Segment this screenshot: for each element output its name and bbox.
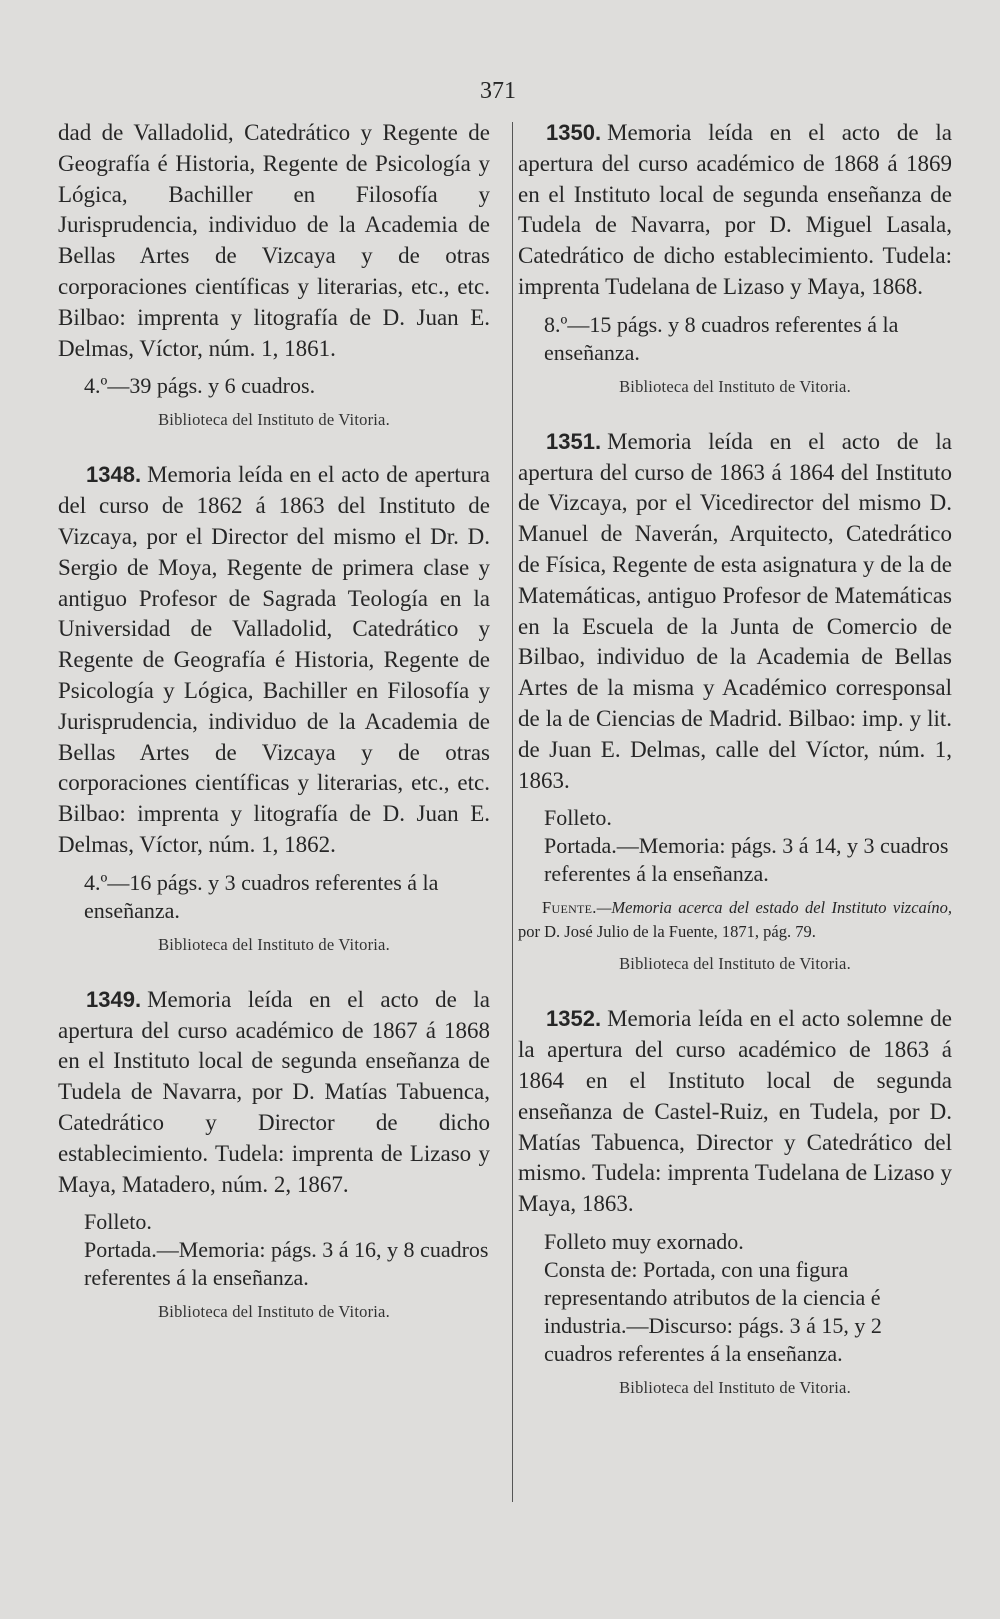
library-note: Biblioteca del Instituto de Vitoria. (158, 934, 390, 954)
entry-text: Memoria leída en el acto de la apertura del curso de 1863 á 1864 del Instituto de Vizcaya, por el Vicedirector del mismo D. Manuel de Naverán, Arquitecto, Catedrático de Física, Regente de esta asignatura y de la de Matemáticas, antiguo Profesor de Matemáticas en la Escuela de la Junta de Comercio de Bilbao, individuo de la Academia de Bellas Artes de la misma y Académico corresponsal de la de Ciencias de Madrid. Bilbao: imp. y lit. de Juan E. Delmas, calle del Víctor, núm. 1, 1863. (518, 428, 952, 793)
left-column (58, 118, 490, 1352)
library-note: Biblioteca del Instituto de Vitoria. (619, 1377, 851, 1397)
library-note: Biblioteca del Instituto de Vitoria. (158, 410, 390, 430)
entry-details (58, 372, 490, 400)
catalog-entry (518, 1004, 952, 1398)
entry-body (518, 427, 952, 797)
entry-details (518, 311, 952, 367)
details-line: 4.º—16 págs. y 3 cuadros referentes á la enseñanza. (84, 869, 439, 923)
details-line: Portada.—Memoria: págs. 3 á 16, y 8 cuadros referentes á la enseñanza. (84, 1237, 489, 1291)
entry-text: Memoria leída en el acto de la apertura del curso académico de 1867 á 1868 en el Instituto local de segunda enseñanza de Tudela de Navarra, por D. Matías Tabuenca, Catedrático y Director de dicho establecimiento. Tudela: imprenta de Lizaso y Maya, Matadero, núm. 2, 1867. (58, 986, 490, 1197)
entry-number: 1350. (546, 120, 602, 145)
library-note: Biblioteca del Instituto de Vitoria. (158, 1302, 390, 1322)
details-line: Folleto muy exornado. (544, 1228, 744, 1254)
entry-text: Memoria leída en el acto de apertura del curso de 1862 á 1863 del Instituto de Vizcaya, por el Director del mismo el Dr. D. Sergio de Moya, Regente de primera clase y antiguo Profesor de Sagrada Teología en la Universidad de Valladolid, Catedrático y Regente de Geografía é Historia, Regente de Psicología y Lógica, Bachiller en Filosofía y Jurisprudencia, individuo de la Academia de Bellas Artes de Vizcaya y de otras corporaciones científicas y literarias, etc., etc. Bilbao: imprenta y litografía de D. Juan E. Delmas, Víctor, núm. 1, 1862. (58, 462, 490, 857)
entry-text: Memoria leída en el acto solemne de la apertura del curso académico de 1863 á 1864 en el Instituto local de segunda enseñanza de Castel-Ruiz, en Tudela, por D. Matías Tabuenca, Director y Catedrático del mismo. Tudela: imprenta Tudelana de Lizaso y Maya, 1863. (518, 1006, 952, 1217)
right-column (518, 118, 952, 1428)
source-note (518, 896, 952, 944)
page-number: 371 (480, 78, 516, 104)
entry-text: Memoria leída en el acto de la apertura del curso académico de 1868 á 1869 en el Instituto local de segunda enseñanza de Tudela de Navarra, por D. Miguel Lasala, Catedrático de dicho establecimiento. Tudela: imprenta Tudelana de Lizaso y Maya, 1868. (518, 120, 952, 299)
catalog-entry (518, 427, 952, 975)
entry-number: 1352. (546, 1006, 602, 1032)
entry-details (58, 1208, 490, 1292)
library-note: Biblioteca del Instituto de Vitoria. (619, 376, 851, 396)
entry-number: 1349. (86, 986, 142, 1012)
entry-details (58, 869, 490, 925)
catalog-entry (58, 460, 490, 954)
source-label: Fuente. (542, 898, 597, 918)
entry-details (518, 804, 952, 888)
details-line: 4.º—39 págs. y 6 cuadros. (84, 373, 316, 399)
details-line: Portada.—Memoria: págs. 3 á 14, y 3 cuadros referentes á la enseñanza. (544, 833, 949, 887)
source-rest: por D. José Julio de la Fuente, 1871, pág. 79. (518, 922, 816, 942)
library-note: Biblioteca del Instituto de Vitoria. (619, 954, 851, 974)
continuation-block (58, 118, 490, 430)
entry-body (518, 1004, 952, 1220)
catalog-entry (518, 118, 952, 397)
details-line: Folleto. (544, 805, 612, 831)
details-line: Consta de: Portada, con una figura representando atributos de la ciencia é industria.—Discurso: págs. 3 á 15, y 2 cuadros referentes á la enseñanza. (544, 1256, 882, 1366)
entry-number: 1348. (86, 462, 142, 488)
column-divider (512, 122, 513, 1502)
entry-body (518, 118, 952, 303)
entry-number: 1351. (546, 428, 602, 454)
entry-body (58, 460, 490, 860)
source-title: —Memoria acerca del estado del Instituto vizcaíno, (596, 898, 952, 918)
continuation-text: dad de Valladolid, Catedrático y Regente de Geografía é Historia, Regente de Psicología y Lógica, Bachiller en Filosofía y Jurisprudencia, individuo de la Academia de Bellas Artes de Vizcaya y de otras corporaciones científicas y literarias, etc., etc. Bilbao: imprenta y litografía de D. Juan E. Delmas, Víctor, núm. 1, 1861. (58, 120, 490, 361)
details-line: Folleto. (84, 1209, 152, 1235)
entry-body (58, 985, 490, 1201)
catalog-entry (58, 985, 490, 1323)
details-line: 8.º—15 págs. y 8 cuadros referentes á la enseñanza. (544, 311, 899, 365)
entry-details (518, 1228, 952, 1368)
